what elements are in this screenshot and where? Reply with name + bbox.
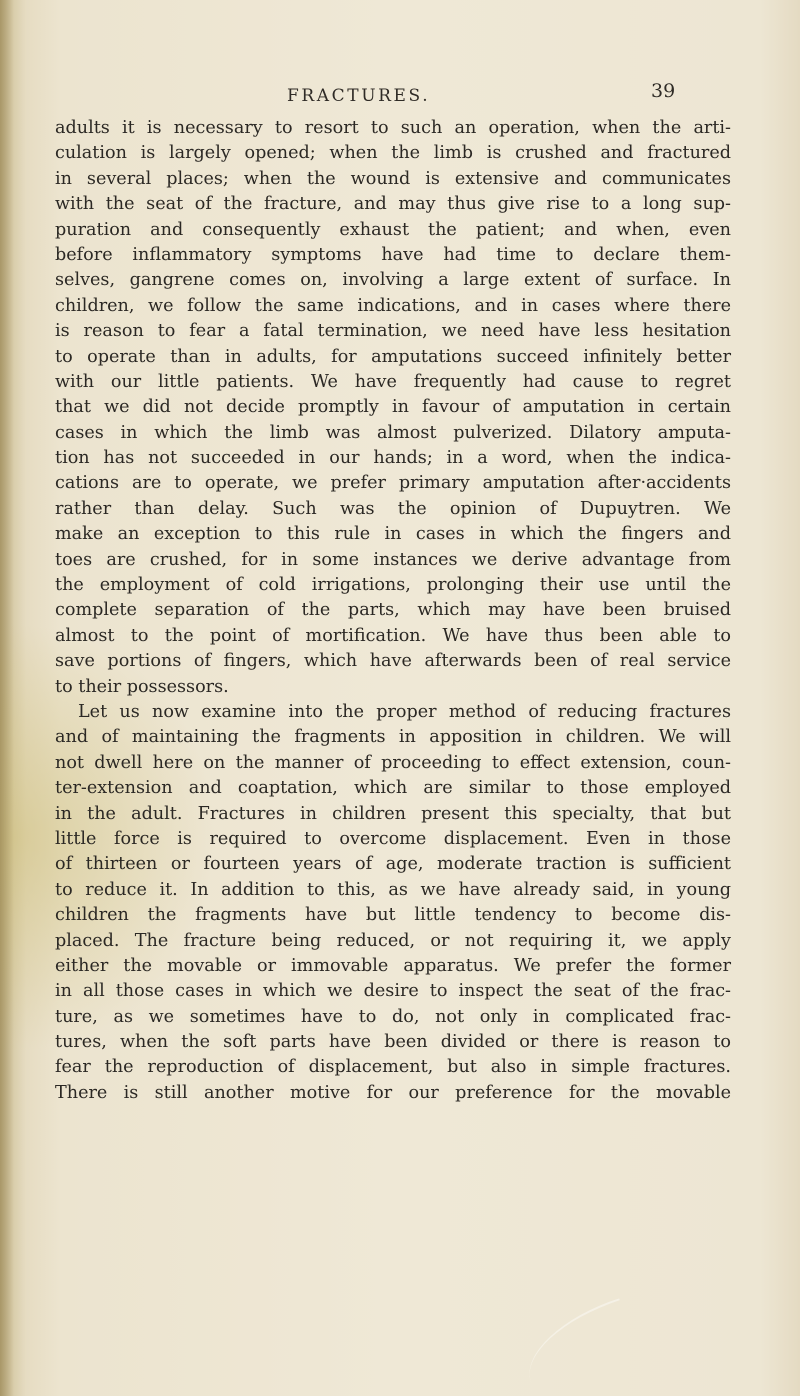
running-head: FRACTURES. — [287, 86, 431, 106]
text-line: of thirteen or fourteen years of age, moderate traction is sufficient — [55, 854, 731, 875]
text-line: that we did not decide promptly in favour of amputation in certain — [55, 397, 731, 418]
text-line: children the fragments have but little tendency to become dis- — [55, 905, 731, 926]
text-line: fear the reproduction of displacement, but also in simple fractures. — [55, 1057, 731, 1078]
page-number: 39 — [651, 80, 676, 102]
page-gutter-shadow — [0, 0, 14, 1396]
paragraph-first-line: Let us now examine into the proper method of reducing fractures — [78, 701, 731, 722]
text-line: almost to the point of mortification. We have thus been able to — [55, 625, 731, 646]
body-text — [55, 116, 731, 1106]
text-line: little force is required to overcome displacement. Even in those — [55, 828, 731, 849]
text-line: adults it is necessary to resort to such an operation, when the arti- — [55, 118, 731, 138]
text-line: culation is largely opened; when the limb is crushed and fractured — [55, 143, 731, 164]
text-line: complete separation of the parts, which may have been bruised — [55, 600, 731, 621]
text-line: tion has not succeeded in our hands; in a word, when the indica- — [55, 448, 731, 469]
text-line: selves, gangrene comes on, involving a large extent of surface. In — [55, 270, 731, 291]
text-line: and of maintaining the fragments in apposition in children. We will — [55, 727, 731, 748]
text-line: make an exception to this rule in cases in which the fingers and — [55, 524, 731, 545]
text-line: in all those cases in which we desire to inspect the seat of the frac- — [55, 981, 731, 1002]
text-line: rather than delay. Such was the opinion of Dupuytren. We — [55, 498, 731, 519]
text-line: placed. The fracture being reduced, or not requiring it, we apply — [55, 930, 731, 951]
text-line: ture, as we sometimes have to do, not only in complicated frac- — [55, 1006, 731, 1027]
text-line: puration and consequently exhaust the patient; and when, even — [55, 219, 731, 240]
text-line: to their possessors. — [55, 676, 229, 697]
text-line: in the adult. Fractures in children present this specialty, that but — [55, 803, 731, 824]
text-line: toes are crushed, for in some instances we derive advantage from — [55, 549, 731, 570]
text-line: save portions of fingers, which have afterwards been of real service — [55, 651, 731, 672]
text-line: There is still another motive for our preference for the movable — [55, 1082, 731, 1103]
page-curl-highlight — [515, 1298, 636, 1381]
text-line: with the seat of the fracture, and may thus give rise to a long sup- — [55, 194, 731, 215]
text-line: the employment of cold irrigations, prolonging their use until the — [55, 575, 731, 596]
text-line: is reason to fear a fatal termination, we need have less hesitation — [55, 321, 731, 342]
text-line: ter-extension and coaptation, which are similar to those employed — [55, 778, 731, 799]
text-line: tures, when the soft parts have been divided or there is reason to — [55, 1032, 731, 1053]
text-line: children, we follow the same indications, and in cases where there — [55, 295, 731, 316]
text-line: before inflammatory symptoms have had time to declare them- — [55, 244, 731, 265]
text-line: in several places; when the wound is extensive and communicates — [55, 168, 731, 189]
text-line: to operate than in adults, for amputations succeed infinitely better — [55, 346, 731, 367]
text-line: cases in which the limb was almost pulverized. Dilatory amputa- — [55, 422, 731, 443]
text-line: to reduce it. In addition to this, as we have already said, in young — [55, 879, 731, 900]
text-line: either the movable or immovable apparatus. We prefer the former — [55, 955, 731, 976]
text-line: with our little patients. We have frequently had cause to regret — [55, 371, 731, 392]
text-line: cations are to operate, we prefer primary amputation after·accidents — [55, 473, 731, 494]
text-line: not dwell here on the manner of proceeding to effect extension, coun- — [55, 752, 731, 773]
